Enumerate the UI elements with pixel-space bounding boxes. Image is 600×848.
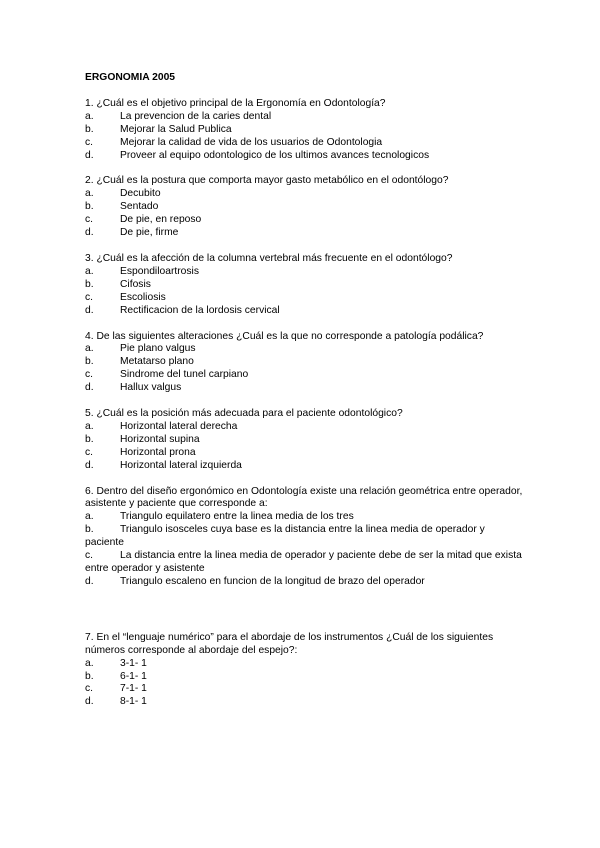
option-d: d. Horizontal lateral izquierda	[85, 459, 242, 471]
option-d: d. Proveer al equipo odontologico de los ultimos avances tecnologicos	[85, 149, 430, 161]
question-4	[85, 331, 525, 396]
option-d: d. Triangulo escaleno en funcion de la longitud de brazo del operador	[85, 575, 425, 587]
option-b: b. Mejorar la Salud Publica	[85, 123, 232, 135]
option-c: c. 7-1- 1	[85, 683, 147, 695]
question-text: 5. ¿Cuál es la posición más adecuada para el paciente odontológico?	[85, 408, 403, 420]
option-a: a. 3-1- 1	[85, 657, 147, 669]
option-a: a. Triangulo equilatero entre la linea media de los tres	[85, 511, 354, 523]
question-1	[85, 98, 525, 163]
question-3	[85, 253, 525, 318]
question-text-continued: números corresponde al abordaje del espejo?:	[85, 644, 298, 656]
option-b: b. Cifosis	[85, 278, 151, 290]
option-a: a. Pie plano valgus	[85, 343, 196, 355]
blank-space	[85, 602, 525, 632]
question-text: 1. ¿Cuál es el objetivo principal de la Ergonomía en Odontología?	[85, 97, 386, 109]
option-a: a. Espondiloartrosis	[85, 265, 199, 277]
question-6	[85, 486, 525, 589]
option-a: a. La prevencion de la caries dental	[85, 110, 272, 122]
option-b: b. Metatarso plano	[85, 356, 194, 368]
question-5	[85, 408, 525, 473]
option-c: c. De pie, en reposo	[85, 214, 202, 226]
option-c: c. Horizontal prona	[85, 446, 196, 458]
exam-page	[85, 72, 525, 722]
question-text: 7. En el “lenguaje numérico” para el abordaje de los instrumentos ¿Cuál de los siguientes	[85, 631, 494, 643]
option-a: a. Horizontal lateral derecha	[85, 420, 238, 432]
question-text: 3. ¿Cuál es la afección de la columna vertebral más frecuente en el odontólogo?	[85, 252, 453, 264]
option-b: b. 6-1- 1	[85, 670, 147, 682]
question-2	[85, 175, 525, 240]
option-d: d. De pie, firme	[85, 227, 179, 239]
option-c: c. La distancia entre la linea media de operador y paciente debe de ser la mitad que exista entre operador y asistente	[85, 550, 522, 574]
option-b: b. Triangulo isosceles cuya base es la distancia entre la linea media de operador y paciente	[85, 524, 485, 549]
option-b: b. Sentado	[85, 201, 159, 213]
option-b: b. Horizontal supina	[85, 433, 200, 445]
option-d: d. 8-1- 1	[85, 696, 147, 708]
option-a: a. Decubito	[85, 188, 161, 200]
option-d: d. Hallux valgus	[85, 382, 182, 394]
option-c: c. Sindrome del tunel carpiano	[85, 369, 249, 381]
question-7	[85, 632, 525, 709]
document-title: ERGONOMIA 2005	[85, 72, 176, 83]
question-text: 2. ¿Cuál es la postura que comporta mayor gasto metabólico en el odontólogo?	[85, 175, 449, 187]
option-c: c. Mejorar la calidad de vida de los usuarios de Odontologia	[85, 136, 383, 148]
option-d: d. Rectificacion de la lordosis cervical	[85, 304, 280, 316]
question-text: 4. De las siguientes alteraciones ¿Cuál es la que no corresponde a patología podálica?	[85, 330, 484, 342]
option-c: c. Escoliosis	[85, 291, 166, 303]
question-text: 6. Dentro del diseño ergonómico en Odontología existe una relación geométrica entre operador, asistente y paciente que corresponde a:	[85, 485, 523, 510]
